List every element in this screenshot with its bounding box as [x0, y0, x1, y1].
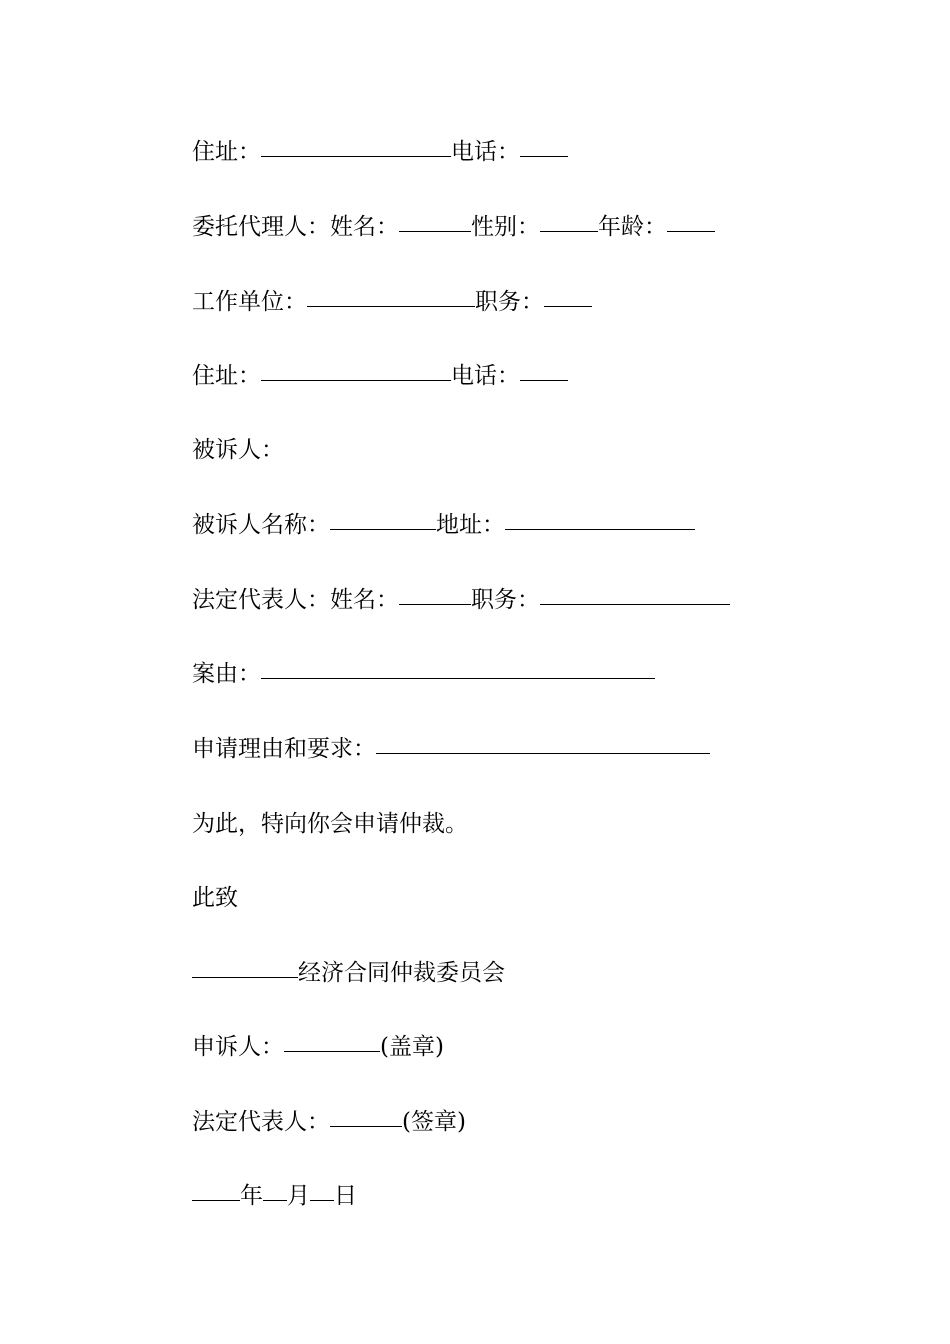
reason-label: 申请理由和要求：: [192, 736, 376, 762]
phone-label: 电话：: [451, 139, 520, 165]
gender-label: 性别：: [471, 214, 540, 240]
complainant-line: [192, 1027, 444, 1067]
address-label-2: 住址：: [192, 363, 261, 389]
legal-rep-name-blank[interactable]: [399, 604, 471, 605]
case-blank[interactable]: [261, 678, 655, 679]
respondent-heading: [192, 430, 284, 470]
legal-rep-position-blank[interactable]: [540, 604, 730, 605]
respondent-name-label: 被诉人名称：: [192, 512, 330, 538]
address-line-2: [192, 356, 568, 396]
legal-rep-name-label: 法定代表人：姓名：: [192, 587, 399, 613]
workplace-blank[interactable]: [307, 306, 475, 307]
legal-rep-position-label: 职务：: [471, 587, 540, 613]
month-blank[interactable]: [263, 1200, 287, 1201]
agent-name-blank[interactable]: [399, 231, 471, 232]
address-blank-2[interactable]: [261, 380, 451, 381]
year-label: 年: [240, 1183, 263, 1209]
date-line: [192, 1176, 357, 1216]
year-blank[interactable]: [192, 1200, 240, 1201]
day-blank[interactable]: [310, 1200, 334, 1201]
case-label: 案由：: [192, 661, 261, 687]
age-blank[interactable]: [667, 231, 715, 232]
legal-rep-line: [192, 580, 730, 620]
complainant-blank[interactable]: [284, 1051, 380, 1052]
respondent-name-blank[interactable]: [330, 529, 436, 530]
workplace-label: 工作单位：: [192, 289, 307, 315]
committee-blank[interactable]: [192, 977, 298, 978]
gender-blank[interactable]: [540, 231, 598, 232]
position-blank[interactable]: [544, 306, 592, 307]
respondent-name-line: [192, 505, 695, 545]
respondent-heading-text: 被诉人：: [192, 437, 284, 463]
age-label: 年龄：: [598, 214, 667, 240]
legal-rep-sign-blank[interactable]: [330, 1126, 402, 1127]
committee-text: 经济合同仲裁委员会: [298, 960, 505, 986]
phone-label-2: 电话：: [451, 363, 520, 389]
respondent-address-blank[interactable]: [505, 529, 695, 530]
address-line: [192, 132, 568, 172]
salutation-text: 此致: [192, 885, 238, 911]
signature-text: (签章): [402, 1109, 466, 1135]
month-label: 月: [287, 1183, 310, 1209]
reason-line: [192, 729, 710, 769]
reason-blank[interactable]: [376, 753, 710, 754]
legal-rep-sign-line: [192, 1102, 466, 1142]
position-label: 职务：: [475, 289, 544, 315]
phone-blank-2[interactable]: [520, 380, 568, 381]
complainant-label: 申诉人：: [192, 1034, 284, 1060]
legal-rep-sign-label: 法定代表人：: [192, 1109, 330, 1135]
case-line: [192, 654, 655, 694]
request-line: [192, 804, 468, 844]
request-text: 为此，特向你会申请仲裁。: [192, 811, 468, 837]
committee-line: [192, 953, 505, 993]
day-label: 日: [334, 1183, 357, 1209]
seal-text: (盖章): [380, 1034, 444, 1060]
respondent-address-label: 地址：: [436, 512, 505, 538]
address-label: 住址：: [192, 139, 261, 165]
salutation-line: [192, 878, 238, 918]
workplace-line: [192, 282, 592, 322]
agent-line: [192, 207, 715, 247]
phone-blank[interactable]: [520, 156, 568, 157]
address-blank[interactable]: [261, 156, 451, 157]
agent-name-label: 委托代理人：姓名：: [192, 214, 399, 240]
